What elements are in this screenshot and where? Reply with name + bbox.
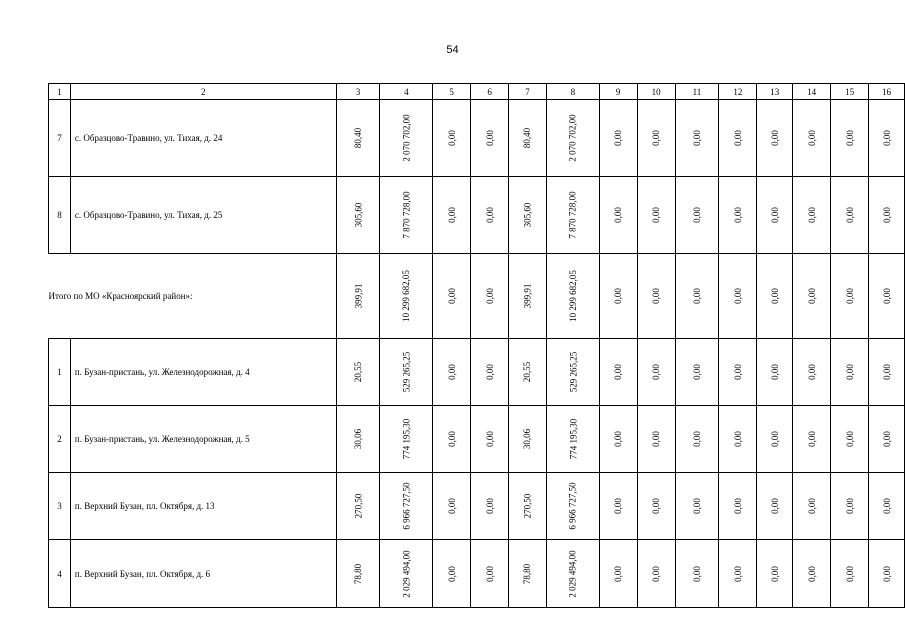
value-cell: 0,00 xyxy=(675,339,719,406)
value-cell: 2 070 702,00 xyxy=(546,100,599,177)
value-cell: 529 265,25 xyxy=(380,339,433,406)
value-cell: 2 029 494,00 xyxy=(380,540,433,608)
value-cell: 0,00 xyxy=(599,406,637,473)
value-cell: 0,00 xyxy=(433,406,471,473)
value-cell: 0,00 xyxy=(719,100,757,177)
value-cell: 305,60 xyxy=(336,177,380,254)
column-header: 4 xyxy=(380,84,433,100)
value-cell: 0,00 xyxy=(757,100,793,177)
value-cell: 0,00 xyxy=(831,339,869,406)
value-cell: 0,00 xyxy=(599,339,637,406)
value-cell: 774 195,30 xyxy=(546,406,599,473)
value-cell: 0,00 xyxy=(869,177,905,254)
value-cell: 0,00 xyxy=(637,406,675,473)
address-cell: с. Образцово-Травино, ул. Тихая, д. 24 xyxy=(70,100,336,177)
value-cell: 0,00 xyxy=(675,254,719,339)
value-cell: 0,00 xyxy=(599,254,637,339)
table-row xyxy=(49,540,905,608)
column-header: 9 xyxy=(599,84,637,100)
value-cell: 0,00 xyxy=(831,177,869,254)
value-cell: 30,06 xyxy=(336,406,380,473)
value-cell: 0,00 xyxy=(793,540,831,608)
table-row xyxy=(49,473,905,540)
value-cell: 0,00 xyxy=(719,339,757,406)
value-cell: 0,00 xyxy=(637,473,675,540)
value-cell: 7 870 728,00 xyxy=(380,177,433,254)
value-cell: 0,00 xyxy=(831,254,869,339)
value-cell: 270,50 xyxy=(336,473,380,540)
value-cell: 0,00 xyxy=(599,177,637,254)
row-number: 3 xyxy=(49,473,71,540)
value-cell: 6 966 727,50 xyxy=(380,473,433,540)
value-cell: 0,00 xyxy=(599,100,637,177)
value-cell: 529 265,25 xyxy=(546,339,599,406)
value-cell: 7 870 728,00 xyxy=(546,177,599,254)
column-header: 10 xyxy=(637,84,675,100)
value-cell: 0,00 xyxy=(675,100,719,177)
value-cell: 774 195,30 xyxy=(380,406,433,473)
column-header: 2 xyxy=(70,84,336,100)
value-cell: 0,00 xyxy=(869,540,905,608)
value-cell: 78,80 xyxy=(509,540,547,608)
value-cell: 80,40 xyxy=(336,100,380,177)
value-cell: 0,00 xyxy=(719,406,757,473)
value-cell: 0,00 xyxy=(793,473,831,540)
table-row xyxy=(49,177,905,254)
value-cell: 2 029 494,00 xyxy=(546,540,599,608)
row-number: 8 xyxy=(49,177,71,254)
column-header: 5 xyxy=(433,84,471,100)
value-cell: 78,80 xyxy=(336,540,380,608)
total-row xyxy=(49,254,905,339)
page-number: 54 xyxy=(446,44,459,56)
value-cell: 0,00 xyxy=(471,473,509,540)
value-cell: 0,00 xyxy=(433,339,471,406)
value-cell: 30,06 xyxy=(509,406,547,473)
value-cell: 0,00 xyxy=(599,540,637,608)
table-row xyxy=(49,339,905,406)
value-cell: 0,00 xyxy=(757,177,793,254)
column-header: 11 xyxy=(675,84,719,100)
column-header: 13 xyxy=(757,84,793,100)
column-header: 3 xyxy=(336,84,380,100)
value-cell: 399,91 xyxy=(509,254,547,339)
value-cell: 0,00 xyxy=(471,254,509,339)
row-number: 1 xyxy=(49,339,71,406)
value-cell: 0,00 xyxy=(471,100,509,177)
value-cell: 0,00 xyxy=(869,254,905,339)
value-cell: 0,00 xyxy=(637,100,675,177)
address-cell: с. Образцово-Травино, ул. Тихая, д. 25 xyxy=(70,177,336,254)
value-cell: 0,00 xyxy=(433,540,471,608)
value-cell: 0,00 xyxy=(637,339,675,406)
row-number: 4 xyxy=(49,540,71,608)
table-row xyxy=(49,406,905,473)
row-number: 2 xyxy=(49,406,71,473)
value-cell: 0,00 xyxy=(719,177,757,254)
housing-program-table xyxy=(48,83,905,608)
value-cell: 20,55 xyxy=(336,339,380,406)
value-cell: 0,00 xyxy=(869,406,905,473)
value-cell: 0,00 xyxy=(869,100,905,177)
value-cell: 0,00 xyxy=(675,177,719,254)
value-cell: 0,00 xyxy=(757,540,793,608)
value-cell: 0,00 xyxy=(793,339,831,406)
value-cell: 80,40 xyxy=(509,100,547,177)
value-cell: 0,00 xyxy=(793,254,831,339)
value-cell: 0,00 xyxy=(831,540,869,608)
value-cell: 0,00 xyxy=(719,473,757,540)
value-cell: 0,00 xyxy=(433,100,471,177)
value-cell: 6 966 727,50 xyxy=(546,473,599,540)
value-cell: 0,00 xyxy=(433,177,471,254)
value-cell: 0,00 xyxy=(793,177,831,254)
value-cell: 0,00 xyxy=(757,406,793,473)
value-cell: 0,00 xyxy=(637,254,675,339)
value-cell: 0,00 xyxy=(831,406,869,473)
column-header: 8 xyxy=(546,84,599,100)
column-header: 7 xyxy=(509,84,547,100)
column-header: 15 xyxy=(831,84,869,100)
value-cell: 0,00 xyxy=(793,100,831,177)
value-cell: 0,00 xyxy=(719,540,757,608)
table-row xyxy=(49,100,905,177)
column-header: 1 xyxy=(49,84,71,100)
value-cell: 20,55 xyxy=(509,339,547,406)
value-cell: 0,00 xyxy=(599,473,637,540)
address-cell: п. Бузан-пристань, ул. Железнодорожная, д. 5 xyxy=(70,406,336,473)
column-header: 12 xyxy=(719,84,757,100)
value-cell: 0,00 xyxy=(831,100,869,177)
value-cell: 0,00 xyxy=(433,254,471,339)
value-cell: 0,00 xyxy=(831,473,869,540)
value-cell: 0,00 xyxy=(757,254,793,339)
value-cell: 0,00 xyxy=(719,254,757,339)
column-header: 6 xyxy=(471,84,509,100)
value-cell: 10 299 682,05 xyxy=(380,254,433,339)
value-cell: 0,00 xyxy=(471,177,509,254)
column-header: 16 xyxy=(869,84,905,100)
column-header: 14 xyxy=(793,84,831,100)
value-cell: 399,91 xyxy=(336,254,380,339)
total-label: Итого по МО «Красноярский район»: xyxy=(49,254,337,339)
value-cell: 0,00 xyxy=(471,540,509,608)
value-cell: 0,00 xyxy=(637,177,675,254)
value-cell: 0,00 xyxy=(433,473,471,540)
address-cell: п. Верхний Бузан, пл. Октября, д. 6 xyxy=(70,540,336,608)
value-cell: 0,00 xyxy=(675,473,719,540)
value-cell: 10 299 682,05 xyxy=(546,254,599,339)
value-cell: 0,00 xyxy=(757,339,793,406)
address-cell: п. Бузан-пристань, ул. Железнодорожная, д. 4 xyxy=(70,339,336,406)
value-cell: 270,50 xyxy=(509,473,547,540)
value-cell: 0,00 xyxy=(471,406,509,473)
value-cell: 2 070 702,00 xyxy=(380,100,433,177)
value-cell: 0,00 xyxy=(675,540,719,608)
row-number: 7 xyxy=(49,100,71,177)
value-cell: 0,00 xyxy=(869,473,905,540)
value-cell: 0,00 xyxy=(471,339,509,406)
value-cell: 0,00 xyxy=(675,406,719,473)
value-cell: 0,00 xyxy=(793,406,831,473)
header-row xyxy=(49,84,905,100)
value-cell: 0,00 xyxy=(637,540,675,608)
address-cell: п. Верхний Бузан, пл. Октября, д. 13 xyxy=(70,473,336,540)
value-cell: 305,60 xyxy=(509,177,547,254)
value-cell: 0,00 xyxy=(757,473,793,540)
value-cell: 0,00 xyxy=(869,339,905,406)
